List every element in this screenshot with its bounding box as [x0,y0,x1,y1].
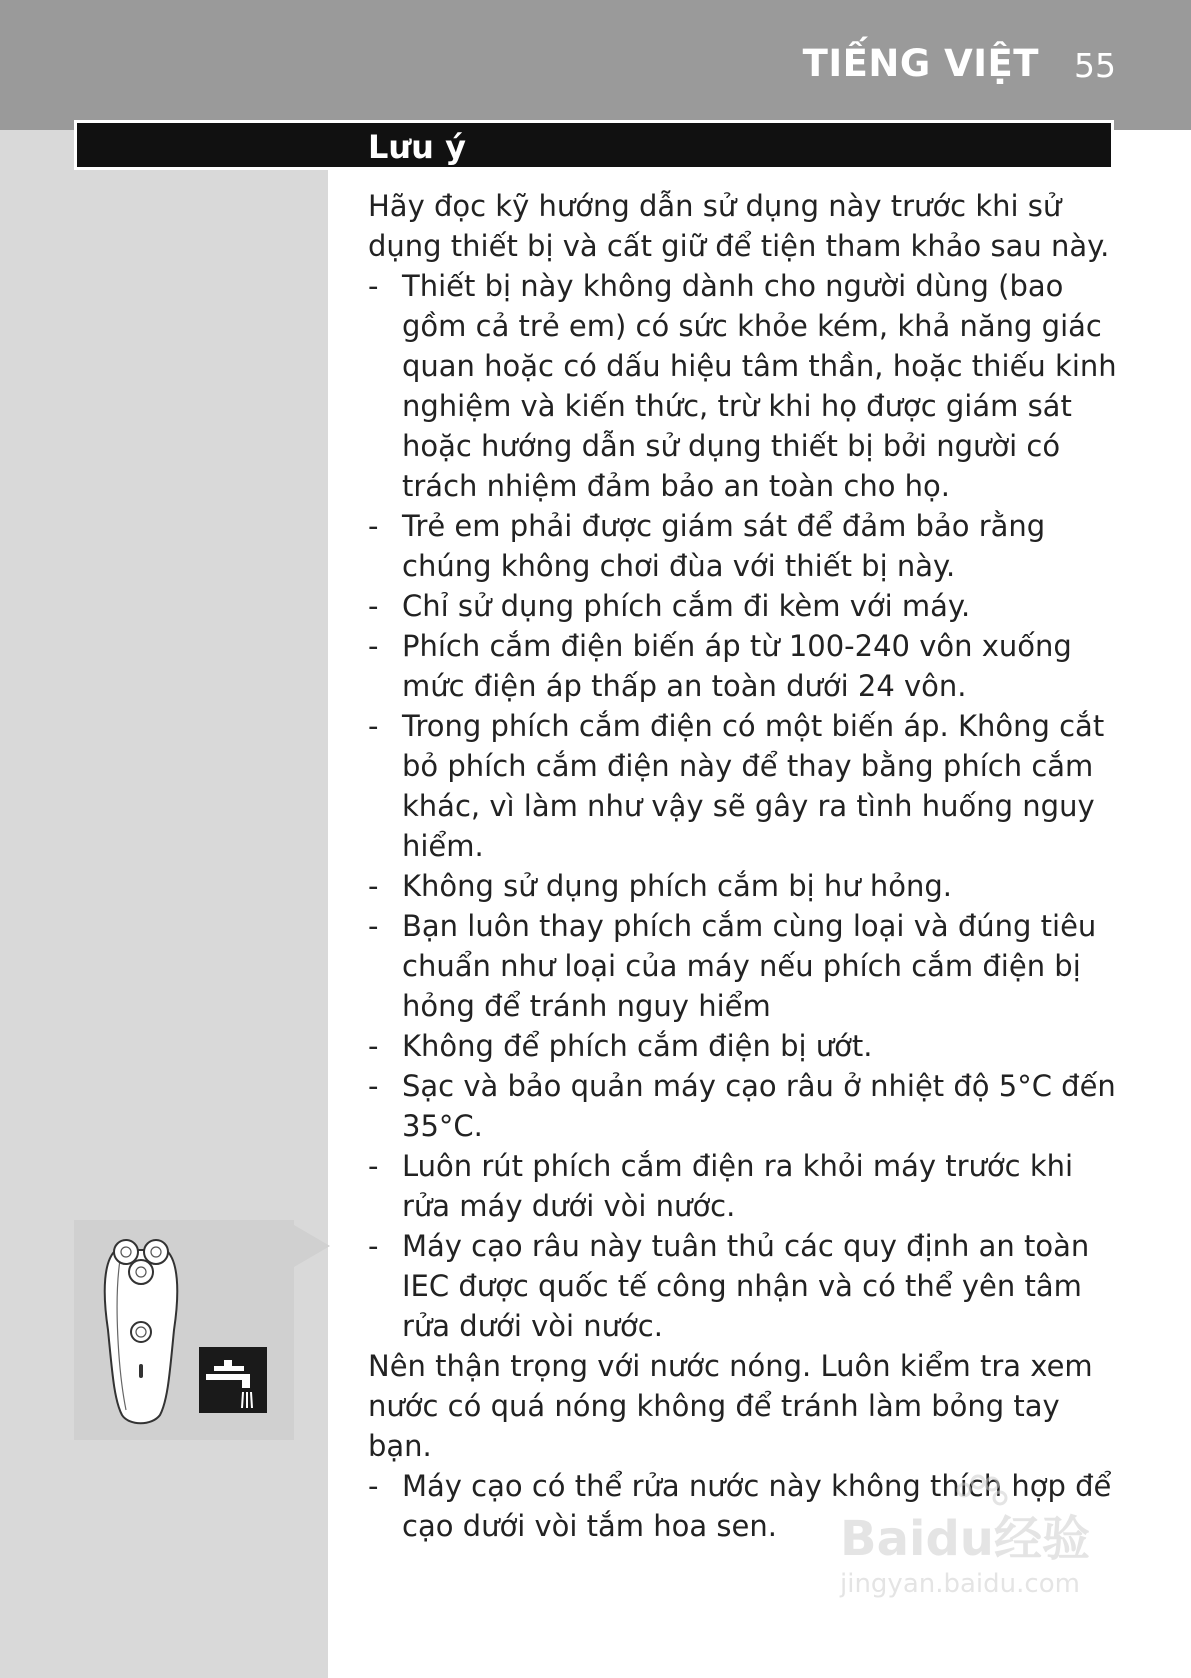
watermark-brand-2: du [925,1511,994,1567]
baidu-watermark [840,1500,1130,1640]
left-margin-column [0,130,328,1678]
list-item: - Chỉ sử dụng phích cắm đi kèm với máy. [368,586,1128,626]
list-item: - Bạn luôn thay phích cắm cùng loại và đúng tiêu chuẩn như loại của máy nếu phích cắm điện bị hỏng để tránh nguy hiểm [368,906,1128,1026]
list-item: - Phích cắm điện biến áp từ 100-240 vôn xuống mức điện áp thấp an toàn dưới 24 vôn. [368,626,1128,706]
list-item: - Trong phích cắm điện có một biến áp. Không cắt bỏ phích cắm điện này để thay bằng phích cắm khác, vì làm như vậy sẽ gây ra tình huống nguy hiểm. [368,706,1128,866]
page-number: 55 [1074,46,1116,85]
shaver-icon [105,1240,178,1423]
watermark-logo [840,1500,1130,1569]
watermark-url: jingyan.baidu.com [840,1569,1080,1599]
watermark-brand: Bai [840,1511,926,1567]
list-item: - Không để phích cắm điện bị ướt. [368,1026,1128,1066]
paw-icon [950,1472,1010,1522]
section-title: Lưu ý [368,128,466,166]
watermark-suffix: 经验 [993,1511,1090,1567]
language-title: TIẾNG VIỆT [802,42,1039,85]
warning-paragraph: Nên thận trọng với nước nóng. Luôn kiểm tra xem nước có quá nóng không để tránh làm bỏng tay bạn. [368,1349,1093,1463]
intro-paragraph: Hãy đọc kỹ hướng dẫn sử dụng này trước khi sử dụng thiết bị và cất giữ để tiện tham khảo sau này. [368,189,1110,263]
shaver-illustration [74,1220,294,1440]
illustration-panel [74,1220,294,1440]
section-heading-bar [74,120,1114,170]
list-item: - Trẻ em phải được giám sát để đảm bảo rằng chúng không chơi đùa với thiết bị này. [368,506,1128,586]
list-item: - Sạc và bảo quản máy cạo râu ở nhiệt độ 5°C đến 35°C. [368,1066,1128,1146]
list-item: - Thiết bị này không dành cho người dùng (bao gồm cả trẻ em) có sức khỏe kém, khả năng giác quan hoặc có dấu hiệu tâm thần, hoặc thiếu kinh nghiệm và kiến thức, trừ khi họ được giám sát hoặc hướng dẫn sử dụng thiết bị bởi người có trách nhiệm đảm bảo an toàn cho họ. [368,266,1128,506]
list-item: - Máy cạo râu này tuân thủ các quy định an toàn IEC được quốc tế công nhận và có thể yên tâm rửa dưới vòi nước. [368,1226,1128,1346]
list-item: - Luôn rút phích cắm điện ra khỏi máy trước khi rửa máy dưới vòi nước. [368,1146,1128,1226]
water-tap-icon [199,1347,267,1413]
bullet-list [368,266,1128,1346]
illustration-pointer [294,1225,330,1267]
list-item: - Không sử dụng phích cắm bị hư hỏng. [368,866,1128,906]
list-item: - Máy cạo có thể rửa nước này không thích hợp để cạo dưới vòi tắm hoa sen. [368,1466,1128,1546]
main-content [368,186,1128,1546]
